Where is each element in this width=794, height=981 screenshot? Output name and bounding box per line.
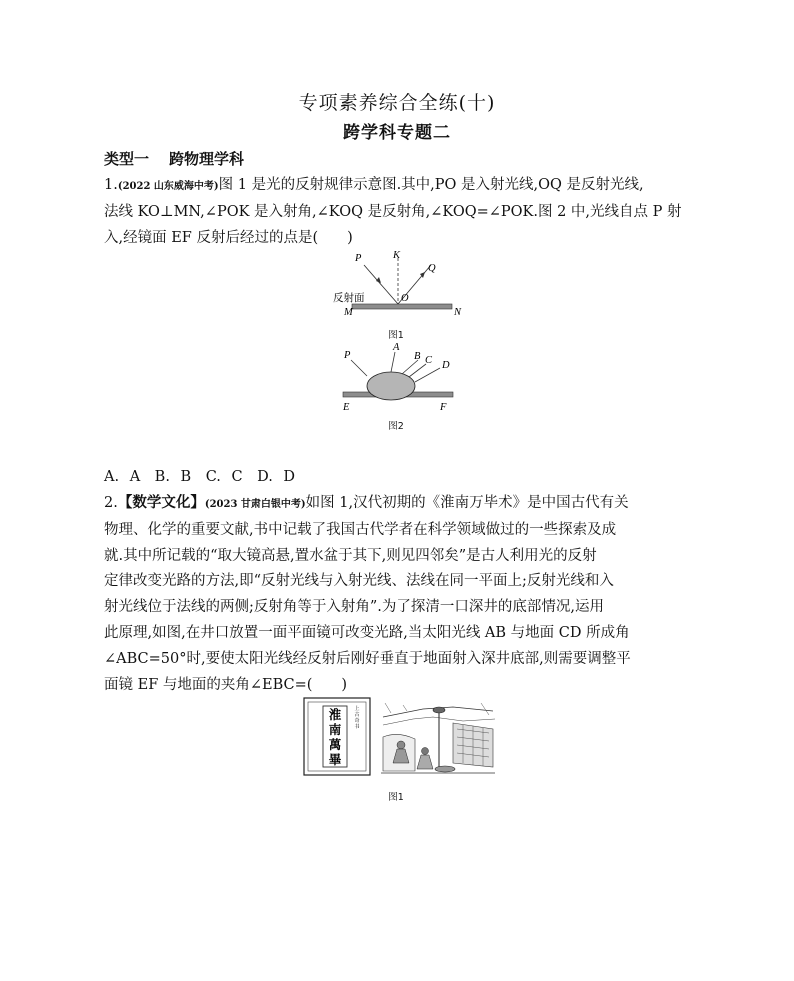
label-m: M <box>344 307 353 318</box>
q1-line-3: 入,经镜面 EF 反射后经过的点是( ) <box>104 229 353 246</box>
question-2-text <box>104 490 696 698</box>
q2-line-3: 就.其中所记载的“取大镜高悬,置水盆于其下,则见四邻矣”是古人利用光的反射 <box>104 547 597 564</box>
figure-1-reflection-diagram <box>330 248 470 338</box>
q2-line-1-text: 如图 1,汉代初期的《淮南万毕术》是中国古代有关 <box>305 495 629 511</box>
q2-figure-caption: 图1 <box>388 792 404 803</box>
q1-source: (2022 山东威海中考) <box>117 181 219 192</box>
label-b: B <box>414 351 421 362</box>
q2-source: (2023 甘肃白银中考) <box>204 499 306 510</box>
label-k: K <box>393 250 401 261</box>
q1-line-1-text: 图 1 是光的反射规律示意图.其中,PO 是入射光线,OQ 是反射光线, <box>218 177 644 193</box>
ray-a <box>391 352 395 372</box>
label-p: P <box>344 350 351 361</box>
book-title-char-2: 南 <box>328 722 342 737</box>
q2-line-5: 射光线位于法线的两侧;反射角等于入射角”.为了探清一口深井的底部情况,运用 <box>104 599 605 616</box>
section-heading <box>104 148 244 169</box>
ray-p <box>351 360 367 376</box>
figure-2-caption: 图2 <box>388 421 404 432</box>
book-side-text-3: 奇 <box>354 718 360 724</box>
q1-number: 1. <box>104 177 118 193</box>
label-d: D <box>442 360 450 371</box>
label-e: E <box>343 402 350 413</box>
label-reflective-surface: 反射面 <box>333 292 365 304</box>
q2-line-4: 定律改变光路的方法,即“反射光线与入射光线、法线在同一平面上;反射光线和入 <box>104 573 614 590</box>
section-name: 跨物理学科 <box>169 150 245 168</box>
mirror-surface-mn <box>352 304 452 309</box>
q1-line-1 <box>104 173 696 200</box>
figure-huainan-wanbishu <box>303 697 498 777</box>
q2-line-7: ∠ABC=50°时,要使太阳光线经反射后刚好垂直于地面射入深井底部,则需要调整平 <box>104 650 631 667</box>
question-1-text <box>104 173 696 251</box>
q2-number: 2. <box>104 495 118 511</box>
book-title-char-1: 淮 <box>328 707 342 722</box>
q2-line-2: 物理、化学的重要文献,书中记载了我国古代学者在科学领域做过的一些探索及成 <box>104 521 617 538</box>
incident-ray <box>364 265 398 304</box>
section-label: 类型一 <box>104 150 150 168</box>
label-p: P <box>355 253 362 264</box>
label-q: Q <box>428 263 436 274</box>
q1-options: A. A B. B C. C D. D <box>104 469 296 485</box>
q2-line-8: 面镜 EF 与地面的夹角∠EBC=( ) <box>104 676 348 693</box>
q2-tag: 【数学文化】 <box>117 494 205 511</box>
label-n: N <box>454 307 462 318</box>
book-side-text-4: 书 <box>354 724 360 730</box>
label-c: C <box>425 355 433 366</box>
ancient-illustration <box>379 701 497 775</box>
book-title-char-3: 萬 <box>328 737 342 752</box>
page-subtitle: 跨学科专题二 <box>343 123 451 143</box>
label-a: A <box>393 342 400 353</box>
ellipse-obstacle <box>367 372 415 400</box>
figure-1-caption: 图1 <box>388 330 404 341</box>
q1-line-2: 法线 KO⊥MN,∠POK 是入射角,∠KOQ 是反射角,∠KOQ=∠POK.图 2 中,光线自点 P 射 <box>104 203 682 220</box>
ray-d <box>415 368 440 382</box>
page-title: 专项素养综合全练(十) <box>298 92 496 114</box>
q2-line-1 <box>104 490 696 518</box>
label-f: F <box>440 402 447 413</box>
book-title-char-4: 畢 <box>328 752 342 767</box>
q2-line-6: 此原理,如图,在井口放置一面平面镜可改变光路,当太阳光线 AB 与地面 CD 所成角 <box>104 624 630 641</box>
book-side-text-1: 上 <box>354 706 360 712</box>
figure-2-mirror-diagram <box>336 338 461 418</box>
label-o: O <box>401 293 409 304</box>
book-side-text-2: 古 <box>354 712 360 718</box>
